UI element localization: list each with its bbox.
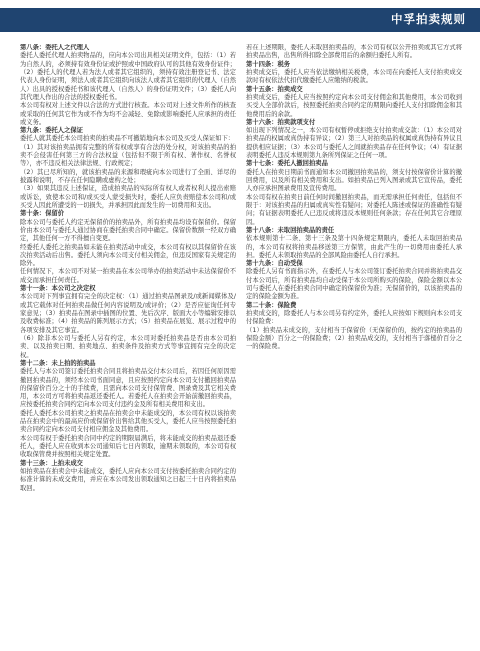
paragraph: 如出现下列情况之一，本公司有权暂停或拒绝支付拍卖成交款：（1）本公司对拍卖品的权属或真伪持有异议；（2）第三人对拍卖品的权属或真伪持有异议且提供相应证据；（3）本公司与委托人之间就拍卖品存在任何争议；（4）有证据表明委托人违反本规则第九条所列保证之任何一项。: [246, 127, 462, 160]
paragraph: 委托人在拍卖日期前书面通知本公司撤回拍卖品的，须支付按保留价计算的撤回费用，以及所有相关费用和支出。如拍卖品已列入图录或其它宣传品，委托人亦应承担图录费用及宣传费用。: [246, 168, 462, 193]
paragraph: 拍卖成交后，委托人应当依法缴纳相关税费，本公司在向委托人支付拍卖成交款时有权依法代扣代缴委托人应缴纳的税款。: [246, 68, 462, 85]
paragraph: 经委托人委托之拍卖品如未能在拍卖活动中成交，本公司有权以其保留价在该次拍卖活动后出售。委托人须向本公司支付相关佣金，但违反国家有关规定的除外。: [20, 243, 236, 268]
paragraph: （2）其已尽所知的，就该拍卖品的来源和瑕疵向本公司进行了全面、详尽的披露和说明，不存在任何隐瞒或虚构之处；: [20, 168, 236, 184]
section-heading: 第八条：委托人之代理人: [20, 44, 90, 51]
paragraph: 本公司有权对上述文件以合法的方式进行核查。本公司对上述文件所作的核查或采取的任何其它作为或不作为均不会减轻、免除或影响委托人应承担的责任或义务。: [20, 102, 236, 126]
paragraph: 如拍卖品在拍卖会中未能成交，委托人应向本公司支付按委托拍卖合同约定的标准计算的未成交费用，并应在本公司发出领取通知之日起三十日内将拍卖品取回。: [20, 467, 236, 492]
paragraph: 委托人委托本公司拍卖之拍卖品在拍卖会中未能成交的，本公司有权以该拍卖品在拍卖会中的最高应价或保留价出售给其他买受人，委托人应当按照委托拍卖合同约定向本公司支付相应佣金及其他费用。: [20, 409, 236, 434]
page-title: 中孚拍卖规则: [391, 12, 466, 26]
section-heading: 第十二条：未上拍的拍卖品: [20, 359, 96, 367]
section-heading: 第十条：保留价: [20, 210, 65, 218]
paragraph: 任何情况下，本公司不对某一拍卖品在本公司举办的拍卖活动中未达保留价不成交而承担任何责任。: [20, 268, 236, 284]
paragraph: 若在上述期限，委托人未取回拍卖品的，本公司有权以公开拍卖或其它方式将拍卖品出售，出售所得扣除全部费用后的余额归委托人所有。: [246, 44, 462, 60]
paragraph: 除委托人另有书面指示外，在委托人与本公司签订委托拍卖合同并将拍卖品交付本公司后，所有拍卖品均自动受保于本公司所购买的保险，保险金额以本公司与委托人在委托拍卖合同中确定的保留价为准；无保留价的，以该拍卖品的定的保险金额为准。: [246, 268, 462, 301]
paragraph: 委托人就其委托本公司拍卖的拍卖品不可撤销地向本公司及买受人保证如下：: [20, 135, 235, 143]
paragraph: 拍卖成交的，除委托人与本公司另有约定外，委托人应按如下规则向本公司支付保险费：: [246, 310, 462, 326]
section-heading: 第九条：委托人之保证: [20, 127, 83, 135]
paragraph: （1）拍卖品未成交的，支付相当于保留价（无保留价的，按约定的拍卖品的保险金额）百分之一的保险费；（2）拍卖品成交的，支付相当于落槌价百分之一的保险费。: [246, 326, 462, 351]
paragraph: 委托人与本公司签订委托拍卖合同且将拍卖品交付本公司后，若因任何原因需撤回拍卖品的，须经本公司书面同意，且应按照约定向本公司支付撤回拍卖品的保留价百分之十的手续费，且需向本公司支付保管费、图录费及其它相关费用，本公司方可将拍卖品返还委托人。若委托人在拍卖会开始前撤回拍卖品，应按委托拍卖合同约定向本公司支付违约金及所有相关费用和支出。: [20, 368, 236, 409]
section-heading: 第十七条：委托人撤回拍卖品: [246, 160, 328, 168]
paragraph: （3）如果其违反上述保证，造成拍卖品的实际所有权人或者权利人提出索赔或诉讼，致使本公司和/或买受人蒙受损失时，委托人应负责赔偿本公司和/或买受人因此所遭受的一切损失，并承担因此而发生的一切费用和支出。: [20, 185, 236, 209]
section-heading: 第十六条：拍卖款项支付: [246, 118, 316, 126]
section-heading: 第十九条：自动受保: [246, 260, 303, 268]
right-column: [246, 44, 462, 644]
paragraph: 除本公司与委托人约定无保留价的拍卖品外，所有拍卖品均设有保留价。保留价由本公司与委托人通过协商在委托拍卖合同中确定。保留价数额一经双方确定，其他任何一方不得擅自变更。: [20, 218, 236, 243]
paragraph: 依本规则第十二条、第十三条及第十四条规定期限内，委托人未取回拍卖品的，本公司有权将拍卖品移送第三方保管，由此产生的一切费用由委托人承担。委托人未领取拍卖品的全部风险由委托人自行承担。: [246, 235, 462, 259]
paragraph: （6）除非本公司与委托人另有约定，本公司对委托拍卖品是否由本公司拍卖、以及拍卖日期、拍卖地点、拍卖条件及拍卖方式等事宜拥有完全的决定权。: [20, 334, 236, 359]
left-column: [20, 44, 236, 644]
section-heading: 第十三条：上拍未成交: [20, 459, 83, 467]
paragraph: 本公司有权在拍卖日前任何时间撤回拍卖品，而无需承担任何责任，包括但不限于：对该拍卖品的归属或真实性有疑问；对委托人陈述或保证的准确性有疑问；有证据表明委托人已违反或将违反本规则任何条款；存在任何其它合理原因。: [246, 193, 462, 226]
paragraph: 本公司有权于委托拍卖合同中约定的期限届满后，将未能成交的拍卖品退还委托人，委托人应在收到本公司通知后七日内领取，逾期未领取的，本公司有权收取保管费并按照相关规定处置。: [20, 434, 236, 459]
paragraph: 本公司对下列事宜拥有完全的决定权：（1）通过拍卖品图录及/或新闻媒体及/或其它载体对任何拍卖品做任何内容说明及/或评价；（2）是否应征询任何专家意见；（3）拍卖品在图录中插图的位置、先后次序、版面大小等编辑安排以及收费标准；（4）拍卖品的陈列展示方式；（5）拍卖品在展览、展示过程中的各项安排及其它事宜。: [20, 293, 236, 334]
paragraph: 拍卖成交后，委托人应当按照约定向本公司支付佣金和其他费用，本公司收到买受人全部价款后，按照委托拍卖合同约定的期限向委托人支付扣除佣金和其他费用后的余款。: [246, 93, 462, 118]
section-heading: 第十八条：未取回拍卖品的责任: [246, 226, 335, 234]
paragraph: （1）其对该拍卖品拥有完整的所有权或享有合法的处分权，对该拍卖品的拍卖不会侵害任何第三方的合法权益（包括但不限于所有权、著作权、名誉权等），亦不违反相关法律法规、行政规定；: [20, 143, 236, 168]
section-heading: 第十一条：本公司之决定权: [20, 285, 96, 293]
section-heading: 第十四条：税务: [246, 60, 291, 68]
paragraph: 委托人委托代理人拍卖物品的，应向本公司出具相关证明文件，包括：（1）若为自然人的，必须持有效身份证或护照或中国政府认可的其他有效身份证件；（2）委托人的代理人若为法人或者其它组织的，须持有效注册登记书、法定代表人身份证明，须法人或者其它组织向该法人或者其它组织的代理人（自然人）出具的授权委托书和该代理人（自然人）的身份证明文件；（3）委托人向其代理人作出的合法的授权委托书。: [20, 52, 236, 101]
section-heading: 第二十条：保险费: [246, 301, 297, 309]
section-heading: 第十五条：拍卖成交: [246, 85, 303, 93]
